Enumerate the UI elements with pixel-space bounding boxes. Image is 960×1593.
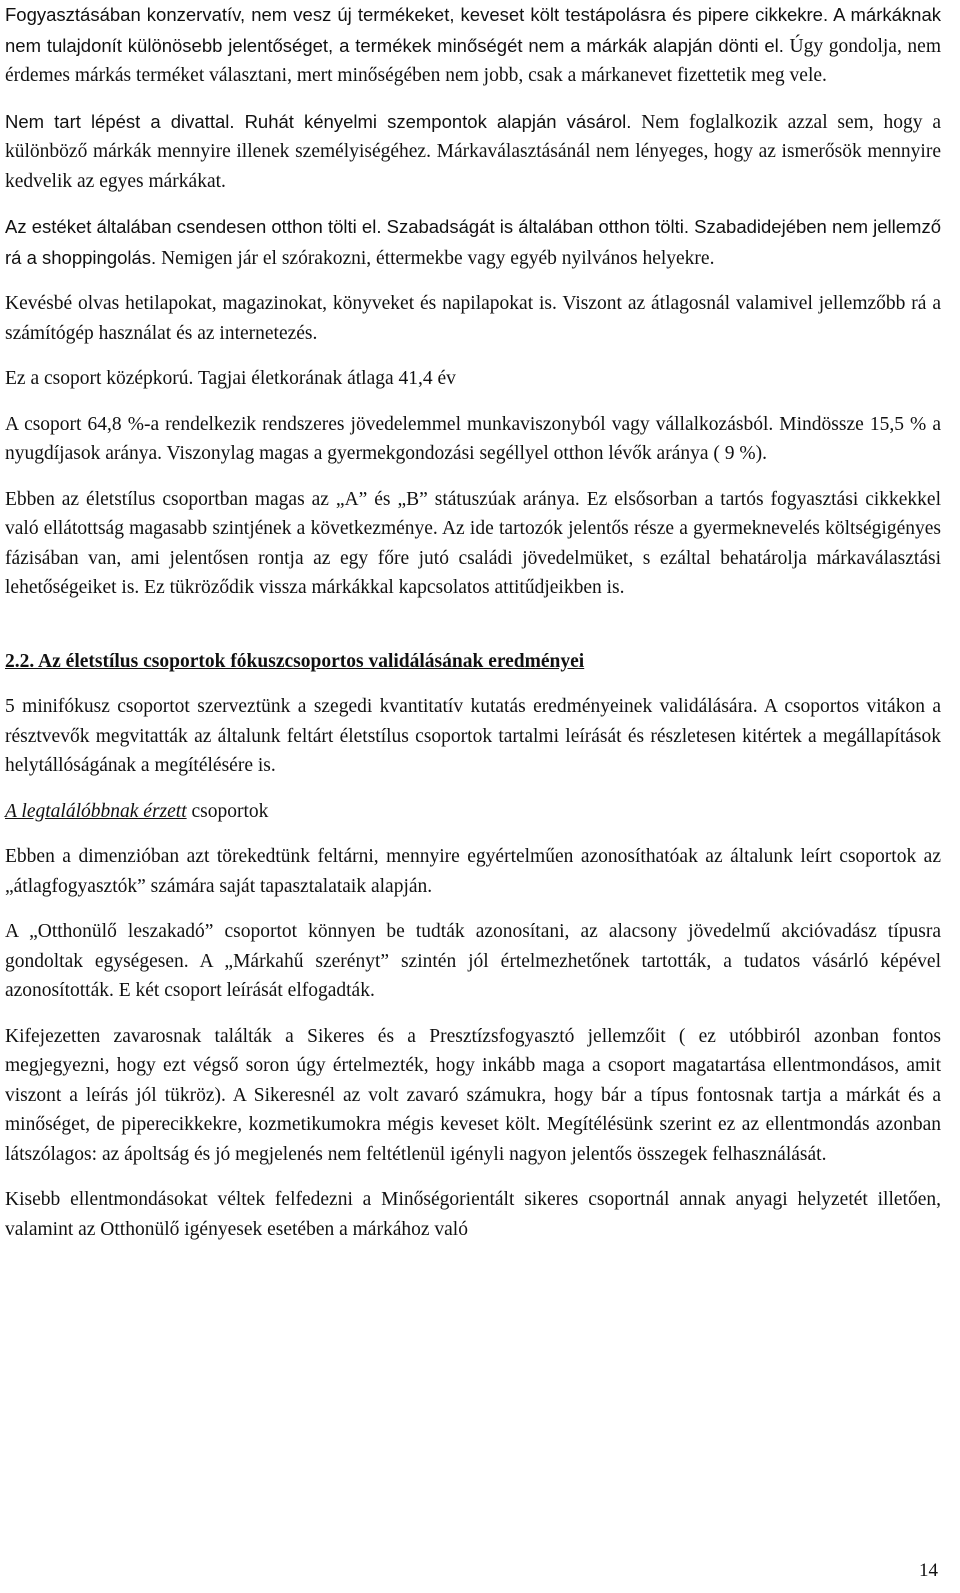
paragraph-identified-groups: A „Otthonülő leszakadó” csoportot könnyen be tudták azonosítani, az alacsony jövedelmű akcióvadász típusra gondoltak egységesen. A „Márkahű szerényt” szintén jól értelmezhetőnek tartották, a tudatos vásárló képével azonosították. E két csoport leírását elfogadták.: [5, 921, 941, 1001]
subheading-rest: csoportok: [186, 800, 269, 822]
paragraph-focus-groups: 5 minifókusz csoportot szerveztünk a szegedi kvantitatív kutatás eredményeinek validálására. A csoportos vitákon a résztvevők megvitatták az általunk feltárt életstílus csoportok tartalmi leírását és részletesen kitértek a megállapítások helytállóságának a megítélésére is.: [5, 696, 941, 776]
paragraph-leisure-sans: Az estéket általában csendesen otthon tölti el. Szabadságát is általában otthon tölti. Szabadidejében nem jellemző rá a shoppingolás.: [5, 216, 941, 268]
paragraph-fashion: [5, 107, 941, 197]
paragraph-income: A csoport 64,8 %-a rendelkezik rendszeres jövedelemmel munkaviszonyból vagy vállalkozásból. Mindössze 15,5 % a nyugdíjasok aránya. Viszonylag magas a gyermekgondozási segéllyel otthon lévők aránya ( 9 %).: [5, 413, 941, 464]
paragraph-minor-contradictions: Kisebb ellentmondásokat véltek felfedezni a Minőségorientált sikeres csoportnál annak anyagi helyzetét illetően, valamint az Otthonülő igényesek esetében a márkához való: [5, 1189, 941, 1240]
paragraph-consumption: [5, 0, 941, 91]
paragraph-age: Ez a csoport középkorú. Tagjai életkorának átlaga 41,4 év: [5, 368, 456, 389]
paragraph-consumption-sans: Fogyasztásában konzervatív, nem vesz új termékeket, keveset költ testápolásra és pipere cikkekre. A márkáknak nem tulajdonít különösebb jelentőséget, a termékek minőségét nem a márkák alapján dönti el.: [5, 4, 941, 56]
paragraph-media: Kevésbé olvas hetilapokat, magazinokat, könyveket és napilapokat is. Viszont az átlagosnál valamivel jellemzőbb rá a számítógép használat és az internetezés.: [5, 293, 941, 344]
paragraph-leisure-serif: Nemigen jár el szórakozni, éttermekbe vagy egyéb nyilvános helyekre.: [156, 247, 715, 269]
subheading: [5, 797, 941, 827]
paragraph-fashion-sans: Nem tart lépést a divattal. Ruhát kényelmi szempontok alapján vásárol.: [5, 110, 632, 132]
document-page: [5, 0, 941, 1244]
paragraph-consumption-serif: Úgy gondolja, nem érdemes márkás terméket választani, mert minőségében nem jobb, csak a márkanevet fizettetik meg vele.: [5, 35, 941, 86]
section-heading: 2.2. Az életstílus csoportok fókuszcsoportos validálásának eredményei: [5, 650, 585, 672]
paragraph-confusing-groups: Kifejezetten zavarosnak találták a Sikeres és a Presztízsfogyasztó jellemzőit ( ez utóbbiról azonban fontos megjegyezni, hogy ezt végső soron úgy értelmezték, hogy inkább maga a csoport magatartása ellentmondásos, amit viszont a leírás jól tükröz). A Sikeresnél az volt zavaró számukra, hogy bár a típus fontosnak tartja a márkát és a minőséget, de piperecikkekre, kozmetikumokra mégis keveset költ. Megítélésünk szerint ez az ellentmondás azonban látszólagos: az ápoltság és jó megjelenés nem feltétlenül igényli nagyon jelentős összegek felhasználását.: [5, 1025, 941, 1165]
paragraph-fashion-serif: Nem foglalkozik azzal sem, hogy a különböző márkák mennyire illenek személyiségéhez. Márkaválasztásánál nem lényeges, hogy az ismerősök mennyire kedvelik az egyes márkákat.: [5, 111, 941, 192]
paragraph-dimension: Ebben a dimenzióban azt törekedtünk feltárni, mennyire egyértelműen azonosíthatóak az általunk leírt csoportok az „átlagfogyasztók” számára saját tapasztalataik alapján.: [5, 846, 941, 897]
paragraph-status: Ebben az életstílus csoportban magas az „A” és „B” státuszúak aránya. Ez elsősorban a tartós fogyasztási cikkekkel való ellátottság magasabb szintjének a következménye. Az ide tartozók jelentős része a gyermeknevelés költségigényes fázisában van, ami jelentősen rontja az egy főre jutó családi jövedelmüket, s ezáltal behatárolja márkaválasztási lehetőségeiket is. Ez tükröződik vissza márkákkal kapcsolatos attitűdjeikben is.: [5, 488, 941, 598]
page-number: 14: [919, 1560, 938, 1581]
paragraph-leisure: [5, 212, 941, 273]
subheading-italic: A legtalálóbbnak érzett: [5, 800, 187, 822]
